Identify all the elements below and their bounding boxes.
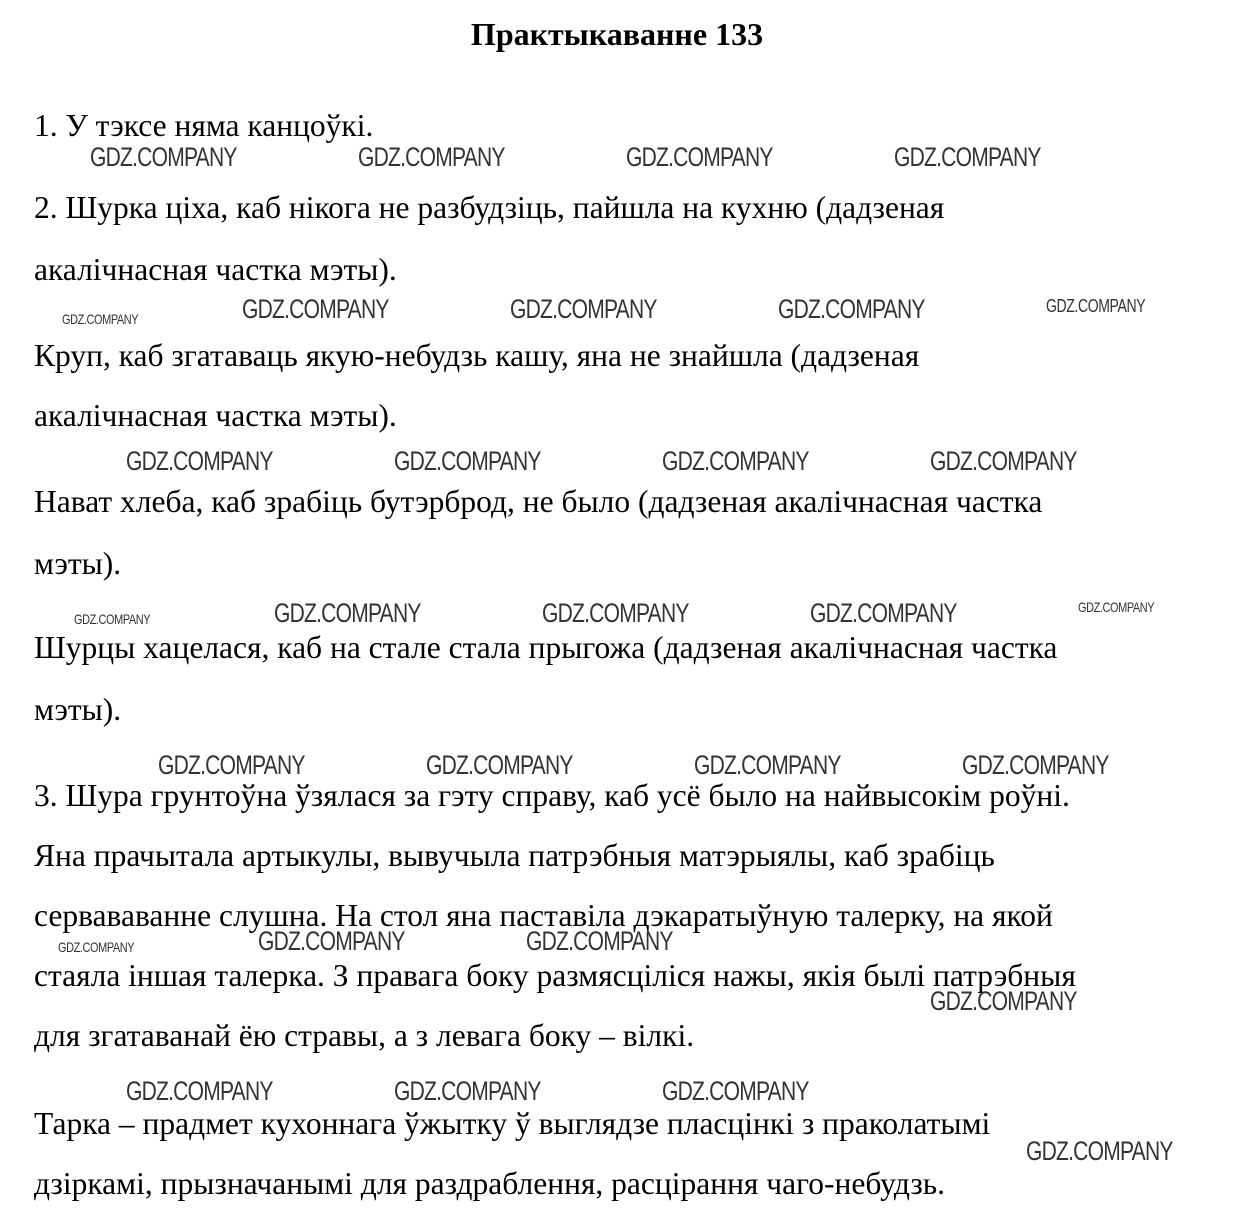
- watermark: GDZ.COMPANY: [662, 1076, 809, 1106]
- answer-line: для згатаванай ёю стравы, а з левага боку – вілкі.: [34, 1018, 695, 1053]
- answer-line: Нават хлеба, каб зрабіць бутэрброд, не было (дадзеная акалічнасная частка: [34, 484, 1043, 519]
- watermark: GDZ.COMPANY: [394, 1076, 541, 1106]
- watermark: GDZ.COMPANY: [894, 142, 1041, 172]
- watermark: GDZ.COMPANY: [126, 1076, 273, 1106]
- watermark: GDZ.COMPANY: [662, 446, 809, 476]
- watermark: GDZ.COMPANY: [90, 142, 237, 172]
- watermark: GDZ.COMPANY: [930, 986, 1077, 1016]
- watermark: GDZ.COMPANY: [778, 294, 925, 324]
- watermark: GDZ.COMPANY: [58, 939, 135, 955]
- watermark: GDZ.COMPANY: [962, 750, 1109, 780]
- watermark: GDZ.COMPANY: [694, 750, 841, 780]
- answer-line: мэты).: [34, 546, 122, 581]
- answer-line: акалічнасная частка мэты).: [34, 398, 397, 433]
- watermark: GDZ.COMPANY: [242, 294, 389, 324]
- watermark: GDZ.COMPANY: [426, 750, 573, 780]
- answer-line: дзіркамі, прызначанымі для раздраблення, расцірання чаго-небудзь.: [34, 1166, 946, 1201]
- watermark: GDZ.COMPANY: [258, 926, 405, 956]
- watermark: GDZ.COMPANY: [526, 926, 673, 956]
- watermark: GDZ.COMPANY: [930, 446, 1077, 476]
- watermark: GDZ.COMPANY: [74, 611, 151, 627]
- answer-line: акалічнасная частка мэты).: [34, 252, 397, 287]
- answer-line: стаяла іншая талерка. З правага боку размясціліся нажы, якія былі патрэбныя: [34, 958, 1076, 993]
- answer-line: Тарка – прадмет кухоннага ўжытку ў выглядзе пласцінкі з праколатымі: [34, 1106, 991, 1141]
- watermark: GDZ.COMPANY: [1078, 599, 1155, 615]
- answer-line: Круп, каб згатаваць якую-небудзь кашу, яна не знайшла (дадзеная: [34, 338, 920, 373]
- answer-line: мэты).: [34, 692, 122, 727]
- watermark: GDZ.COMPANY: [126, 446, 273, 476]
- answer-line: 2. Шурка ціха, каб нікога не разбудзіць, пайшла на кухню (дадзеная: [34, 190, 945, 225]
- answer-line: сервававанне слушна. На стол яна паставіла дэкаратыўную талерку, на якой: [34, 898, 1053, 933]
- watermark: GDZ.COMPANY: [394, 446, 541, 476]
- answer-line: Шурцы хацелася, каб на стале стала прыгожа (дадзеная акалічнасная частка: [34, 630, 1058, 665]
- watermark: GDZ.COMPANY: [810, 598, 957, 628]
- watermark: GDZ.COMPANY: [1046, 296, 1146, 316]
- watermark: GDZ.COMPANY: [274, 598, 421, 628]
- watermark: GDZ.COMPANY: [158, 750, 305, 780]
- answer-line: Яна прачытала артыкулы, вывучыла патрэбныя матэрыялы, каб зрабіць: [34, 838, 995, 873]
- watermark: GDZ.COMPANY: [542, 598, 689, 628]
- answer-line: 1. У тэксе няма канцоўкі.: [34, 108, 374, 143]
- answer-line: 3. Шура грунтоўна ўзялася за гэту справу, каб усё было на найвысокім роўні.: [34, 778, 1070, 813]
- watermark: GDZ.COMPANY: [358, 142, 505, 172]
- watermark: GDZ.COMPANY: [62, 311, 139, 327]
- watermark: GDZ.COMPANY: [626, 142, 773, 172]
- watermark: GDZ.COMPANY: [510, 294, 657, 324]
- page-title: Практыкаванне 133: [470, 16, 764, 52]
- watermark: GDZ.COMPANY: [1026, 1136, 1173, 1166]
